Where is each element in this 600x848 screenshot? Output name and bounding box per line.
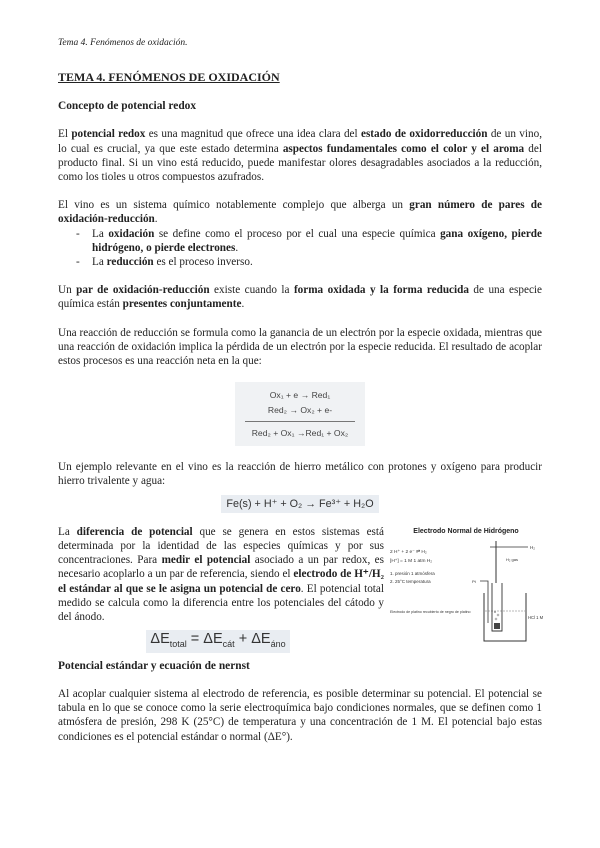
equation-reduction: Ox₁ + e → Red₁	[269, 390, 331, 401]
potential-section	[58, 525, 542, 651]
bubble	[494, 611, 496, 613]
gas-label-2: H₂ gas	[506, 556, 519, 562]
bubble	[495, 618, 497, 620]
figure-line-1: 2 H⁺ + 2 e⁻ ⇌ H₂	[390, 549, 427, 555]
figure-line-3: 1. presión 1 atmósfera	[390, 570, 435, 576]
document-body	[58, 70, 542, 758]
paragraph-standard-potential: Al acoplar cualquier sistema al electrodo de referencia, es posible determinar su potencial. El potencial se tabula en lo que se conoce como la serie electroquímica bajo condiciones normales, que se definen como 1 atmósfera de presión, 298 K (25°C) de temperatura y una concentración de 1 M. El potencial bajo estas condiciones es el potencial estándar o normal (ΔE°).	[58, 688, 542, 743]
figure-line-2: [H⁺] = 1 M 1 atm H₂	[390, 558, 433, 564]
equation-net: Red₂ + Ox₁ →Red₁ + Ox₂	[251, 428, 349, 439]
paragraph-potential-difference: La diferencia de potencial que se genera en estos sistemas está determinada por la identidad de las especies químicas y por sus concentraciones. Para medir el potencial asociado a un par redox, es necesario acoplarlo a un par de referencia, siendo el electrodo de H⁺/H₂ el estándar al que se le asigna un potencial de cero. El potencial total medido se calcula como la diferencia entre los potenciales del cátodo y del ánodo.	[58, 525, 385, 624]
concentration-label: HCl 1 M	[528, 614, 544, 620]
figure-title: Electrodo Normal de Hidrógeno	[413, 527, 519, 535]
gas-label: H₂	[530, 544, 535, 550]
figure-line-4: 2. 25°C temperatura	[390, 578, 431, 584]
iron-equation: Fe(s) + H⁺ + O₂ → Fe³⁺ + H₂O	[221, 495, 379, 513]
paragraph-redox-definition: El potencial redox es una magnitud que ofrece una idea clara del estado de oxidorreducción de un vino, lo cual es crucial, ya que este estado determina aspectos fundamentales como el color y el aroma del producto final. Si un vino está reducido, puede manifestar olores desagradables asociados a la reducción, como los tioles u otros compuestos azufrados.	[58, 128, 542, 184]
total-potential-equation: $\Delta E_{total} = \Delta E_{cát} + \Delta E_{áno}$	[146, 630, 290, 653]
paragraph-iron-example: Un ejemplo relevante en el vino es la reacción de hierro metálico con protones y oxígeno para producir hierro trivalente y agua:	[58, 461, 542, 488]
paragraph-reduction-reaction: Una reacción de reducción se formula como la ganancia de un electrón por la especie oxidada, mientras que una reacción de oxidación implica la pérdida de un electrón por la especie reducida. El resultado de acoplar estos procesos es una reacción neta en la que:	[58, 326, 542, 368]
equation-divider	[245, 421, 355, 422]
page-title: TEMA 4. FENÓMENOS DE OXIDACIÓN	[58, 70, 280, 84]
paragraph-wine-system: El vino es un sistema químico notablemente complejo que alberga un gran número de pares de oxidación-reducción.	[58, 199, 542, 226]
platinum-electrode	[494, 623, 500, 629]
bubble	[497, 614, 499, 616]
potential-text-column	[58, 525, 384, 654]
reaction-equations	[235, 382, 365, 446]
beaker	[484, 593, 526, 641]
figure-note: Electrodo de platino recubierto de negro de platino	[390, 609, 471, 614]
pt-label: Pt	[472, 578, 476, 584]
section-heading-nernst: Potencial estándar y ecuación de nernst	[58, 659, 250, 672]
list-item-oxidation: - La oxidación se define como el proceso por el cual una especie química gana oxígeno, pierde hidrógeno, o pierde electrones.	[58, 227, 542, 255]
hydrogen-electrode-figure	[388, 523, 544, 643]
bullet-list	[58, 227, 542, 270]
paragraph-redox-pair: Un par de oxidación-reducción existe cuando la forma oxidada y la forma reducida de una especie química están presentes conjuntamente.	[58, 284, 542, 311]
list-item-reduction: - La reducción es el proceso inverso.	[58, 255, 542, 269]
running-header: Tema 4. Fenómenos de oxidación.	[58, 38, 188, 48]
equation-oxidation: Red₂ → Ox₂ + e-	[267, 405, 333, 416]
section-heading-redox: Concepto de potencial redox	[58, 100, 197, 113]
